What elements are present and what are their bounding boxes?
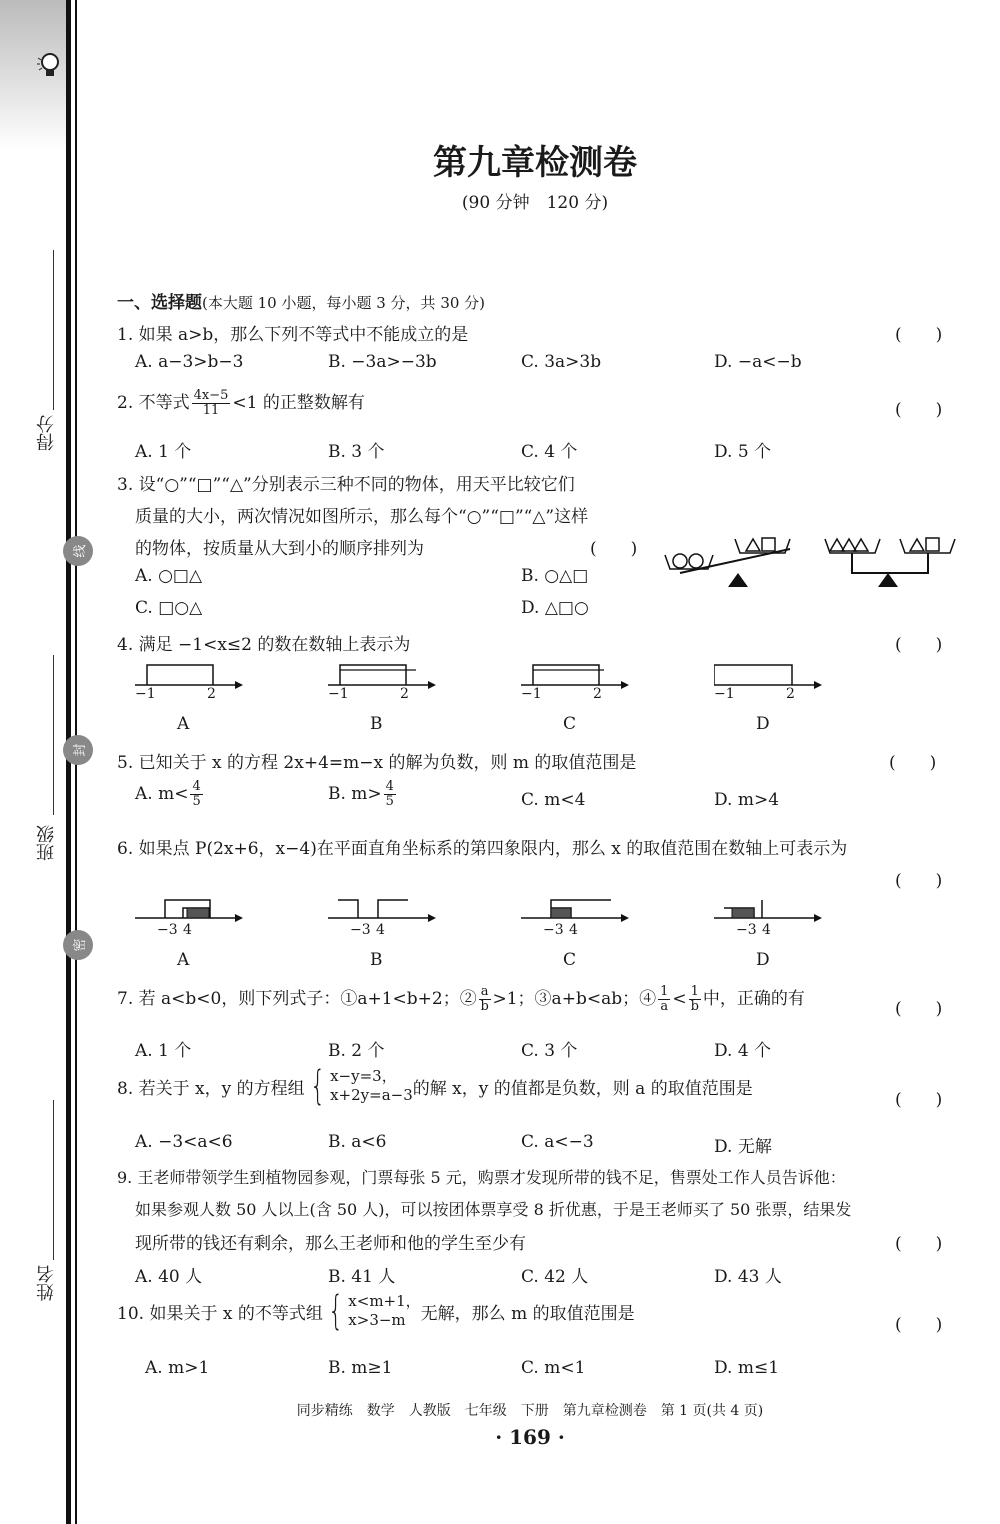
solution-range-bracket [147, 665, 213, 685]
q10-option-d: D. m≤1 [714, 1358, 780, 1378]
q4-option-letter-a: A [177, 714, 190, 734]
lightbulb-icon [36, 50, 62, 80]
q6-option-letter-d: D [756, 950, 770, 970]
q9-line-3: 现所带的钱还有剩余，那么王老师和他的学生至少有 [135, 1234, 526, 1254]
q8-text: 8. 若关于 x，y 的方程组 { x−y=3， x+2y=a−3 的解 x，y 的值都是负数，则 a 的取值范围是 [117, 1063, 753, 1109]
page-subtitle: (90 分钟 120 分) [461, 193, 609, 213]
q4-tick-label-neg1: −1 [714, 686, 735, 702]
q6-option-letter-b: B [370, 950, 383, 970]
solution-range-bracket [533, 665, 599, 685]
q3-option-d: D. △□○ [521, 598, 589, 618]
q6-tick-label-4: 4 [376, 922, 385, 938]
q4-option-letter-d: D [756, 714, 770, 734]
axis-arrow [621, 914, 629, 922]
page-number: · 169 · [495, 1425, 565, 1449]
hatched-region [551, 908, 571, 918]
q3-line-3: 的物体，按质量从大到小的顺序排列为 [135, 539, 424, 559]
q4-tick-label-neg1: −1 [521, 686, 542, 702]
q5-option-d: D. m>4 [714, 790, 780, 810]
q1-option-a: A. a−3>b−3 [135, 352, 244, 372]
q4-tick-label-neg1: −1 [135, 686, 156, 702]
q2-option-d: D. 5 个 [714, 442, 772, 462]
q9-option-c: C. 42 人 [521, 1267, 589, 1287]
q4-answer-paren[interactable]: ( ) [895, 635, 943, 655]
seal-mark-seal: 封 [63, 735, 93, 765]
q1-option-d: D. −a<−b [714, 352, 802, 372]
q7-option-c: C. 3 个 [521, 1041, 578, 1061]
q9-option-d: D. 43 人 [714, 1267, 782, 1287]
q9-option-a: A. 40 人 [135, 1267, 203, 1287]
q7-answer-paren[interactable]: ( ) [895, 999, 943, 1019]
q6-tick-label-neg3: −3 [350, 922, 371, 938]
q4-tick-label-neg1: −1 [328, 686, 349, 702]
q1-option-b: B. −3a>−3b [328, 352, 437, 372]
solution-range-bracket [714, 665, 792, 685]
binding-strip [0, 0, 88, 1524]
q3-option-a: A. ○□△ [135, 566, 203, 586]
q3-line-2: 质量的大小，两次情况如图所示，那么每个“○”“□”“△”这样 [135, 507, 589, 527]
score-label: 得分 [36, 415, 57, 451]
class-blank-line[interactable] [53, 655, 54, 815]
name-blank-line[interactable] [53, 1100, 54, 1260]
q2-option-c: C. 4 个 [521, 442, 578, 462]
q2-answer-paren[interactable]: ( ) [895, 400, 943, 420]
section-title: 一、选择题 [117, 293, 202, 313]
q2-option-b: B. 3 个 [328, 442, 385, 462]
axis-arrow [235, 681, 243, 689]
q3-option-c: C. □○△ [135, 598, 203, 618]
section-note: (本大题 10 小题，每小题 3 分，共 30 分) [202, 294, 486, 312]
page-title: 第九章检测卷 [433, 143, 637, 183]
q3-option-b: B. ○△□ [521, 566, 589, 586]
q2-text: 2. 不等式 $\frac{4x-5}{11}$ <1 的正整数解有 [117, 388, 365, 418]
balance-scale-right [825, 538, 955, 587]
q4-text: 4. 满足 −1<x≤2 的数在数轴上表示为 [117, 635, 411, 655]
q7-option-a: A. 1 个 [135, 1041, 192, 1061]
hatched-region [732, 908, 754, 918]
axis-arrow [814, 681, 822, 689]
seal-mark-secret: 密 [63, 930, 93, 960]
q7-option-b: B. 2 个 [328, 1041, 385, 1061]
q4-tick-label-2: 2 [207, 686, 216, 702]
q4-option-letter-c: C [563, 714, 577, 734]
q4-tick-label-2: 2 [593, 686, 602, 702]
q3-answer-paren[interactable]: ( ) [590, 539, 638, 559]
section-heading [117, 288, 485, 313]
q6-tick-label-neg3: −3 [543, 922, 564, 938]
footer-line: 同步精练 数学 人教版 七年级 下册 第九章检测卷 第 1 页(共 4 页) [296, 1403, 764, 1419]
axis-arrow [235, 914, 243, 922]
balance-scale-left [665, 538, 790, 587]
q4-tick-label-2: 2 [786, 686, 795, 702]
range-bracket [338, 900, 358, 918]
q1-text: 1. 如果 a>b，那么下列不等式中不能成立的是 [117, 325, 469, 345]
q7-text: 7. 若 a<b<0，则下列式子：①a+1<b+2；② $\frac{a}{b}$ >1；③a+b<ab；④ $\frac{1}{a}$ < $\frac{1}{b}$ 中，正确的有 [117, 984, 805, 1014]
q10-answer-paren[interactable]: ( ) [895, 1315, 943, 1335]
axis-arrow [814, 914, 822, 922]
score-blank-line[interactable] [53, 250, 54, 410]
q10-option-b: B. m≥1 [328, 1358, 393, 1378]
q3-line-1: 3. 设“○”“□”“△”分别表示三种不同的物体，用天平比较它们 [117, 475, 575, 495]
q6-tick-label-4: 4 [762, 922, 771, 938]
q8-option-c: C. a<−3 [521, 1132, 594, 1152]
q6-option-letter-c: C [563, 950, 577, 970]
q7-option-d: D. 4 个 [714, 1041, 772, 1061]
q4-tick-label-2: 2 [400, 686, 409, 702]
q5-option-c: C. m<4 [521, 790, 586, 810]
q6-tick-label-neg3: −3 [736, 922, 757, 938]
q9-option-b: B. 41 人 [328, 1267, 396, 1287]
q9-answer-paren[interactable]: ( ) [895, 1234, 943, 1254]
q1-option-c: C. 3a>3b [521, 352, 602, 372]
q8-option-d: D. 无解 [714, 1137, 772, 1157]
range-bracket [378, 900, 408, 918]
q6-tick-label-4: 4 [569, 922, 578, 938]
q8-option-a: A. −3<a<6 [135, 1132, 233, 1152]
q8-answer-paren[interactable]: ( ) [895, 1090, 943, 1110]
q10-text: 10. 如果关于 x 的不等式组 { x<m+1， x>3−m 无解，那么 m 的取值范围是 [117, 1288, 635, 1334]
q5-answer-paren[interactable]: ( ) [889, 753, 937, 773]
q6-answer-paren[interactable]: ( ) [895, 871, 943, 891]
axis-arrow [428, 681, 436, 689]
axis-arrow [428, 914, 436, 922]
q5-text: 5. 已知关于 x 的方程 2x+4=m−x 的解为负数，则 m 的取值范围是 [117, 753, 637, 773]
q4-option-letter-b: B [370, 714, 383, 734]
solution-range-bracket [340, 665, 406, 685]
q8-option-b: B. a<6 [328, 1132, 387, 1152]
q10-option-c: C. m<1 [521, 1358, 586, 1378]
q9-line-1: 9. 王老师带领学生到植物园参观，门票每张 5 元，购票才发现所带的钱不足，售票处工作人员告诉他： [117, 1168, 846, 1187]
q6-tick-label-4: 4 [183, 922, 192, 938]
q5-option-a: A. m< $\frac{4}{5}$ [135, 779, 201, 809]
axis-arrow [621, 681, 629, 689]
q2-option-a: A. 1 个 [135, 442, 192, 462]
class-label: 班级 [36, 825, 57, 861]
q1-answer-paren[interactable]: ( ) [895, 325, 943, 345]
q6-option-letter-a: A [177, 950, 190, 970]
balance-scales-figure [660, 525, 960, 590]
seal-mark-line: 线 [63, 536, 93, 566]
q9-line-2: 如果参观人数 50 人以上(含 50 人)，可以按团体票享受 8 折优惠，于是王老师买了 50 张票，结果发 [135, 1200, 852, 1219]
q10-option-a: A. m>1 [145, 1358, 210, 1378]
hatched-region [187, 908, 209, 918]
q5-option-b: B. m> $\frac{4}{5}$ [328, 779, 394, 809]
name-label: 姓名 [36, 1265, 57, 1301]
q6-text: 6. 如果点 P(2x+6，x−4)在平面直角坐标系的第四象限内，那么 x 的取值范围在数轴上可表示为 [117, 839, 848, 859]
q6-tick-label-neg3: −3 [157, 922, 178, 938]
